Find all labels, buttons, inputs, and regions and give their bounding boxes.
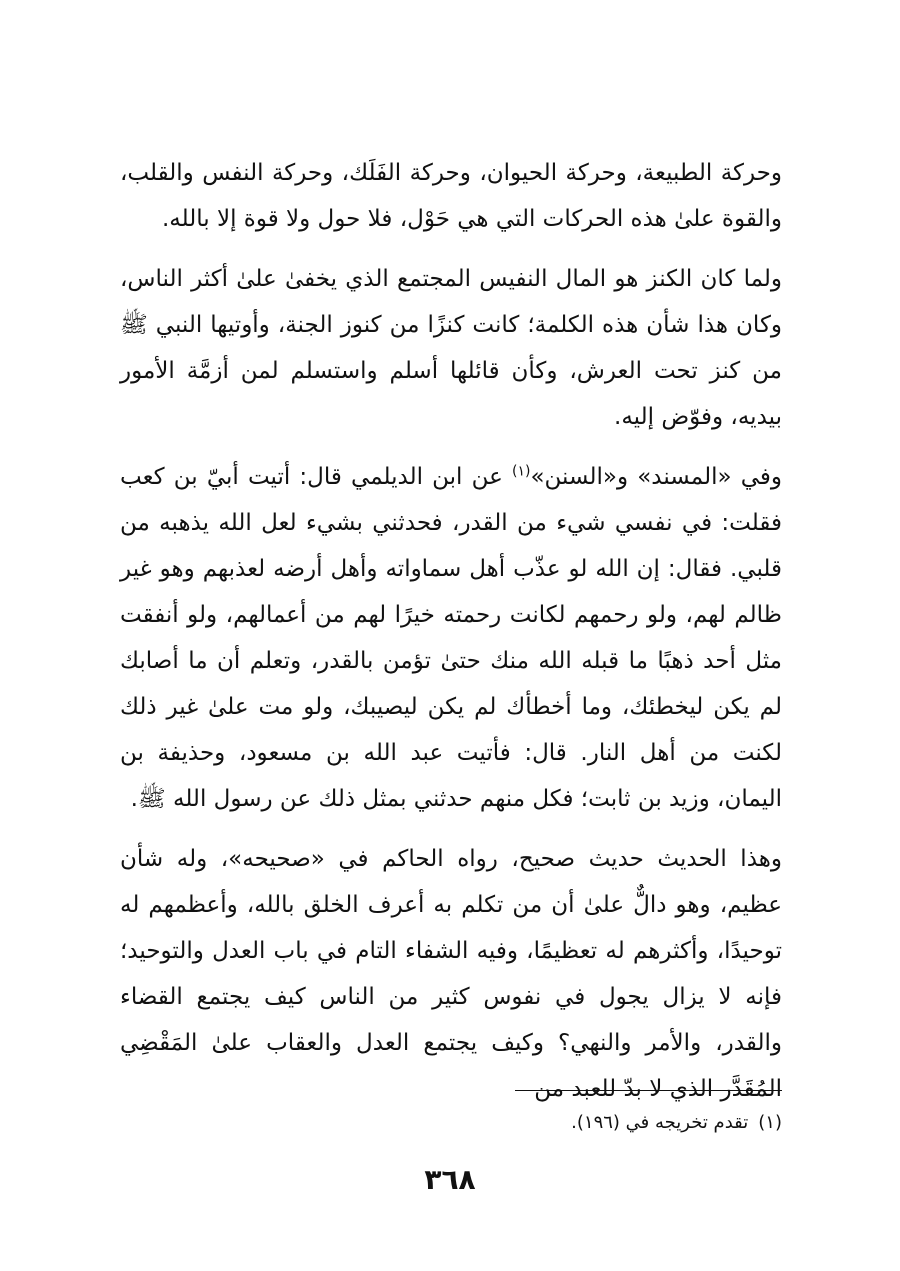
paragraph-3-opening: وفي «المسند» و«السنن» (530, 464, 782, 490)
paragraph-3 (120, 454, 782, 822)
footnote (282, 1108, 782, 1138)
page-number: ٣٦٨ (424, 1163, 476, 1196)
page-body (120, 150, 782, 1112)
paragraph-3-body: عن ابن الديلمي قال: أتيت أبيّ بن كعب فقلت: في نفسي شيء من القدر، فحدثني بشيء لعل الله يذهبه من قلبي. فقال: إن الله لو عذّب أهل سماواته وأهل أرضه لعذبهم وهو غير ظالم لهم، ولو رحمهم لكانت رحمته خيرًا لهم من أعمالهم، ولو أنفقت مثل أحد ذهبًا ما قبله الله منك حتىٰ تؤمن بالقدر، وتعلم أن ما أصابك لم يكن ليخطئك، وما أخطأك لم يكن ليصيبك، ولو مت علىٰ غير ذلك لكنت من أهل النار. قال: فأتيت عبد الله بن مسعود، وحذيفة بن اليمان، وزيد بن ثابت؛ فكل منهم حدثني بمثل ذلك عن رسول الله ﷺ. (120, 464, 782, 812)
paragraph-1: وحركة الطبيعة، وحركة الحيوان، وحركة الفَلَك، وحركة النفس والقلب، والقوة علىٰ هذه الحركات التي هي حَوْل، فلا حول ولا قوة إلا بالله. (120, 160, 782, 232)
paragraph-2: ولما كان الكنز هو المال النفيس المجتمع الذي يخفىٰ علىٰ أكثر الناس، وكان هذا شأن هذه الكلمة؛ كانت كنزًا من كنوز الجنة، وأوتيها النبي ﷺ من كنز تحت العرش، وكأن قائلها أسلم واستسلم لمن أزمَّة الأمور بيديه، وفوّض إليه. (120, 266, 782, 430)
footnote-reference: (١) (511, 463, 531, 480)
footnote-number: (١) (758, 1112, 782, 1133)
footnote-text: تقدم تخريجه في (١٩٦). (571, 1112, 749, 1133)
paragraph-4: وهذا الحديث حديث صحيح، رواه الحاكم في «صحيحه»، وله شأن عظيم، وهو دالٌّ علىٰ أن من تكلم به أعرف الخلق بالله، وأعظمهم له توحيدًا، وأكثرهم له تعظيمًا، وفيه الشفاء التام في باب العدل والتوحيد؛ فإنه لا يزال يجول في نفوس كثير من الناس كيف يجتمع القضاء والقدر، والأمر والنهي؟ وكيف يجتمع العدل والعقاب علىٰ المَقْضِي المُقَدَّر الذي لا بدّ للعبد من (120, 846, 782, 1102)
footnote-divider (515, 1090, 782, 1091)
